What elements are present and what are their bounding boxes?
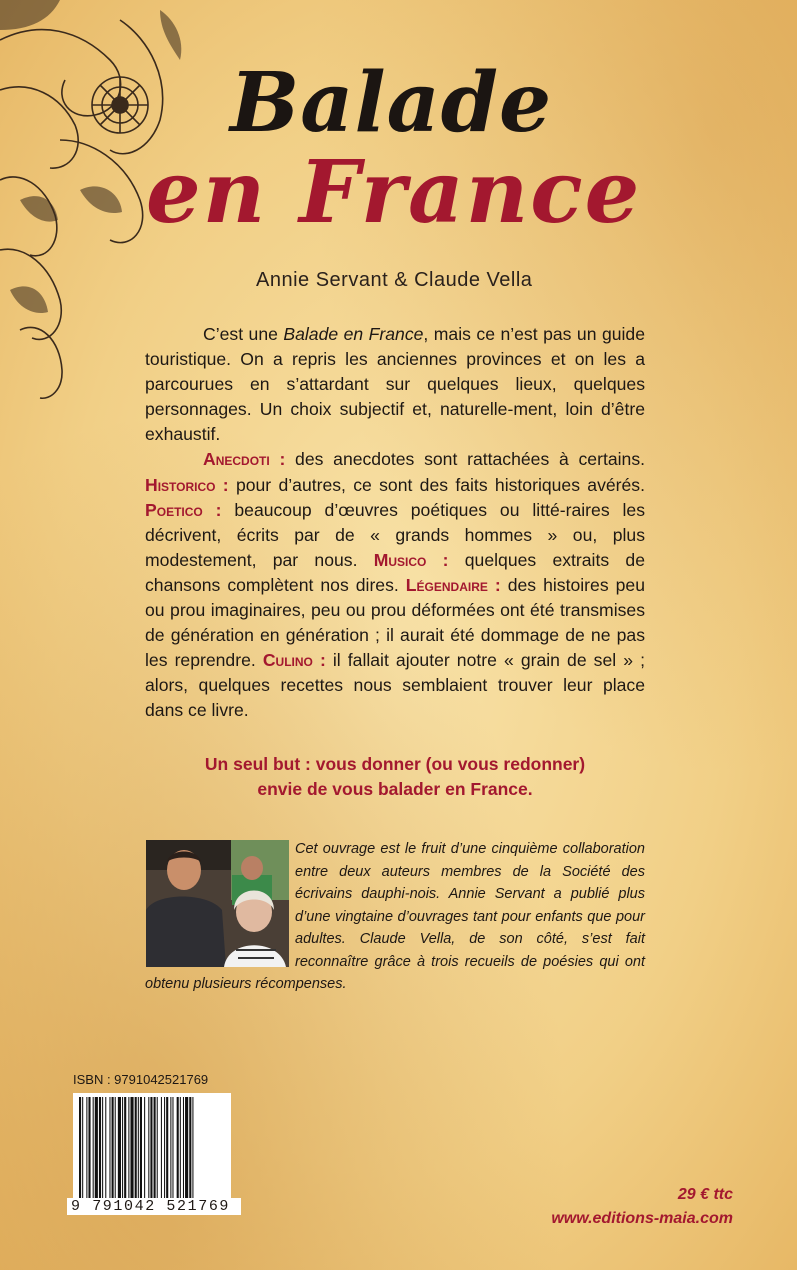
back-cover-blurb — [145, 322, 645, 724]
text-anecdoti: des anecdotes sont rattachées à certains. — [285, 449, 645, 470]
slogan-line-2: envie de vous balader en France. — [257, 779, 533, 799]
tag-anecdoti: Anecdoti : — [203, 449, 286, 470]
book-title-line-1: Balade — [230, 55, 553, 151]
tag-culino: Culino : — [262, 650, 326, 671]
price: 29 € ttc — [677, 1186, 733, 1203]
blurb-intro-text-2: , mais ce n’est pas un guide touristique. On a repris les anciennes provinces et on les a parcourues en s’attardant sur quelques lieux, quelques personnages. Un choix subjectif et, naturelle-ment, loin d’être exhaustif. — [145, 324, 645, 445]
publisher-website: www.editions-maia.com — [551, 1210, 733, 1227]
text-legendaire: des histoires peu ou prou imaginaires, peu ou prou déformées ont été transmises de génération en génération ; il aurait été dommage de ne pas les reprendre. — [145, 574, 645, 671]
text-poetico: beaucoup d’œuvres poétiques ou litté-raires les décrivent, écrits par de « grands hommes » ou, plus modestement, par nous. — [145, 499, 645, 570]
book-title-line-2: en France — [146, 142, 642, 243]
blurb-intro-text-1: C’est une — [203, 324, 284, 344]
tag-poetico: Poetico : — [145, 499, 222, 520]
blurb-intro-book-title: Balade en France — [283, 324, 424, 344]
slogan — [145, 752, 645, 802]
bio-text: Cet ouvrage est le fruit d’une cinquième collaboration entre deux auteurs membres de la Société des écrivains dauphi-nois. Annie Servant a publié plus d’une vingtaine d’ouvrages tant pour enfants que pour adultes. Claude Vella, de son côté, s’est fait reconnaître grâce à trois recueils de poésies qui ont obtenu plusieurs récompenses. — [145, 841, 645, 992]
text-musico: quelques extraits de chansons complètent nos dires. — [145, 549, 645, 595]
barcode-digits: 9 791042 521769 — [67, 1198, 241, 1215]
text-historico: pour d’autres, ce sont des faits historiques avérés. — [228, 474, 645, 495]
authors-line: Annie Servant & Claude Vella — [256, 269, 533, 291]
slogan-line-1: Un seul but : vous donner (ou vous redonner) — [204, 754, 586, 774]
blurb-themes-paragraph — [145, 447, 645, 723]
text-culino: il fallait ajouter notre « grain de sel » ; alors, quelques recettes nous semblaient trouver leur place dans ce livre. — [145, 650, 645, 721]
bio-photo-spacer — [145, 838, 295, 968]
isbn-label: ISBN : 9791042521769 — [73, 1072, 209, 1087]
barcode-icon — [79, 1097, 225, 1201]
tag-musico: Musico : — [373, 549, 449, 570]
blurb-intro-paragraph — [145, 322, 645, 447]
authors-bio — [145, 838, 645, 996]
tag-legendaire: Légendaire : — [405, 574, 501, 595]
tag-historico: Historico : — [145, 474, 229, 495]
